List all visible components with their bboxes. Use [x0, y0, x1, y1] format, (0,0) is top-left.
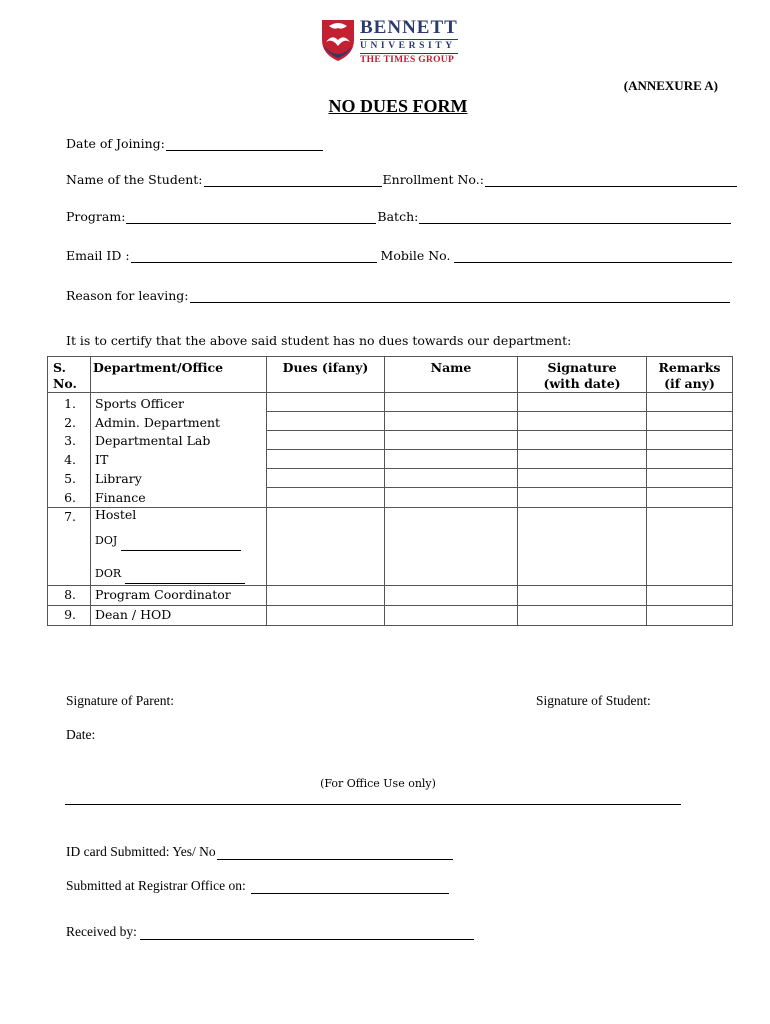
doj-input-line[interactable] — [166, 138, 323, 151]
received-by-field — [66, 924, 475, 940]
student-name-field — [66, 172, 738, 187]
signature-cell[interactable] — [518, 586, 647, 606]
row-department: Sports Officer — [95, 396, 184, 411]
registrar-input-line[interactable] — [251, 880, 449, 894]
group1-name-cell[interactable] — [385, 393, 518, 508]
hostel-dor-label: DOR — [95, 566, 122, 580]
row-department: Program Coordinator — [91, 586, 267, 606]
hostel-label: Hostel — [95, 507, 137, 523]
table-row-hostel — [48, 508, 733, 586]
group1-numbers — [48, 393, 91, 508]
logo-line-2: UNIVERSITY — [360, 39, 458, 54]
header-remarks-l1: Remarks — [658, 360, 721, 375]
hostel-doj — [95, 532, 266, 551]
office-use-note: (For Office Use only) — [320, 777, 436, 790]
hostel-doj-label: DOJ — [95, 534, 118, 548]
reason-input-line[interactable] — [190, 290, 730, 303]
table-header-row — [48, 357, 733, 393]
registrar-field — [66, 878, 450, 894]
row-department: IT — [95, 452, 109, 468]
header-sno: S. No. — [48, 357, 91, 393]
hostel-remarks-cell[interactable] — [647, 508, 733, 586]
table-row-group-1 — [48, 393, 733, 508]
doj-field — [66, 136, 324, 151]
registrar-label: Submitted at Registrar Office on: — [66, 878, 246, 893]
logo-line-3: THE TIMES GROUP — [360, 55, 455, 65]
group1-remarks-cell[interactable] — [647, 393, 733, 508]
enrollment-input-line[interactable] — [485, 174, 737, 187]
batch-input-line[interactable] — [419, 211, 731, 224]
remarks-cell[interactable] — [647, 606, 733, 626]
header-name: Name — [385, 357, 518, 393]
email-label: Email ID : — [66, 248, 130, 263]
header-remarks — [647, 357, 733, 393]
program-input-line[interactable] — [126, 211, 376, 224]
enrollment-label: Enrollment No.: — [382, 172, 484, 187]
email-field — [66, 248, 733, 263]
received-by-label: Received by: — [66, 924, 137, 939]
doj-label: Date of Joining: — [66, 136, 165, 151]
university-logo — [318, 14, 468, 64]
student-name-input-line[interactable] — [204, 174, 382, 187]
header-signature-l2: (with date) — [543, 376, 621, 391]
mobile-input-line[interactable] — [454, 250, 732, 263]
name-cell[interactable] — [385, 586, 518, 606]
row-department: Admin. Department — [95, 414, 221, 430]
email-input-line[interactable] — [131, 250, 377, 263]
reason-label: Reason for leaving: — [66, 288, 189, 303]
program-label: Program: — [66, 209, 126, 224]
row-number: 3. — [64, 433, 76, 449]
header-signature — [518, 357, 647, 393]
row-department: Finance — [95, 489, 146, 505]
row-number: 5. — [64, 470, 76, 486]
row-department: Dean / HOD — [91, 606, 267, 626]
hostel-number: 7. — [48, 508, 91, 586]
program-field — [66, 209, 732, 224]
shield-logo-icon — [318, 16, 358, 62]
id-card-field — [66, 844, 454, 860]
parent-signature-label: Signature of Parent: — [66, 693, 174, 708]
group1-dues-cell[interactable] — [267, 393, 385, 508]
header-remarks-l2: (if any) — [664, 376, 715, 391]
logo-wordmark — [360, 18, 458, 66]
mobile-label: Mobile No. — [380, 248, 451, 263]
table-row — [48, 586, 733, 606]
date-label: Date: — [66, 727, 96, 742]
dues-cell[interactable] — [267, 586, 385, 606]
reason-field — [66, 288, 731, 303]
group1-departments — [91, 393, 267, 508]
logo-line-1: BENNETT — [360, 17, 458, 38]
dues-cell[interactable] — [267, 606, 385, 626]
annexure-label: (ANNEXURE A) — [623, 78, 718, 93]
id-card-input-line[interactable] — [217, 846, 453, 860]
row-number: 2. — [64, 414, 76, 430]
row-department: Departmental Lab — [95, 433, 211, 449]
hostel-signature-cell[interactable] — [518, 508, 647, 586]
signature-cell[interactable] — [518, 606, 647, 626]
group1-signature-cell[interactable] — [518, 393, 647, 508]
row-number: 6. — [64, 489, 76, 505]
certify-statement: It is to certify that the above said student has no dues towards our department: — [66, 333, 572, 348]
student-signature-label: Signature of Student: — [536, 693, 651, 708]
header-dues: Dues (ifany) — [267, 357, 385, 393]
header-signature-l1: Signature — [547, 360, 617, 375]
dues-table — [47, 356, 733, 626]
hostel-dor-line[interactable] — [125, 573, 245, 584]
header-department: Department/Office — [91, 357, 267, 393]
hostel-dues-cell[interactable] — [267, 508, 385, 586]
id-card-label: ID card Submitted: Yes/ No — [66, 844, 216, 859]
hostel-dor — [95, 565, 266, 584]
name-cell[interactable] — [385, 606, 518, 626]
student-name-label: Name of the Student: — [66, 172, 203, 187]
office-divider — [65, 804, 681, 805]
hostel-name-cell[interactable] — [385, 508, 518, 586]
row-number: 4. — [64, 452, 76, 468]
received-by-input-line[interactable] — [140, 926, 474, 940]
row-number: 9. — [48, 606, 91, 626]
row-number: 8. — [48, 586, 91, 606]
hostel-doj-line[interactable] — [121, 540, 241, 551]
remarks-cell[interactable] — [647, 586, 733, 606]
row-number: 1. — [64, 396, 76, 411]
hostel-department — [91, 508, 267, 586]
table-row — [48, 606, 733, 626]
batch-label: Batch: — [377, 209, 419, 224]
row-department: Library — [95, 470, 142, 486]
form-title: NO DUES FORM — [328, 96, 468, 116]
